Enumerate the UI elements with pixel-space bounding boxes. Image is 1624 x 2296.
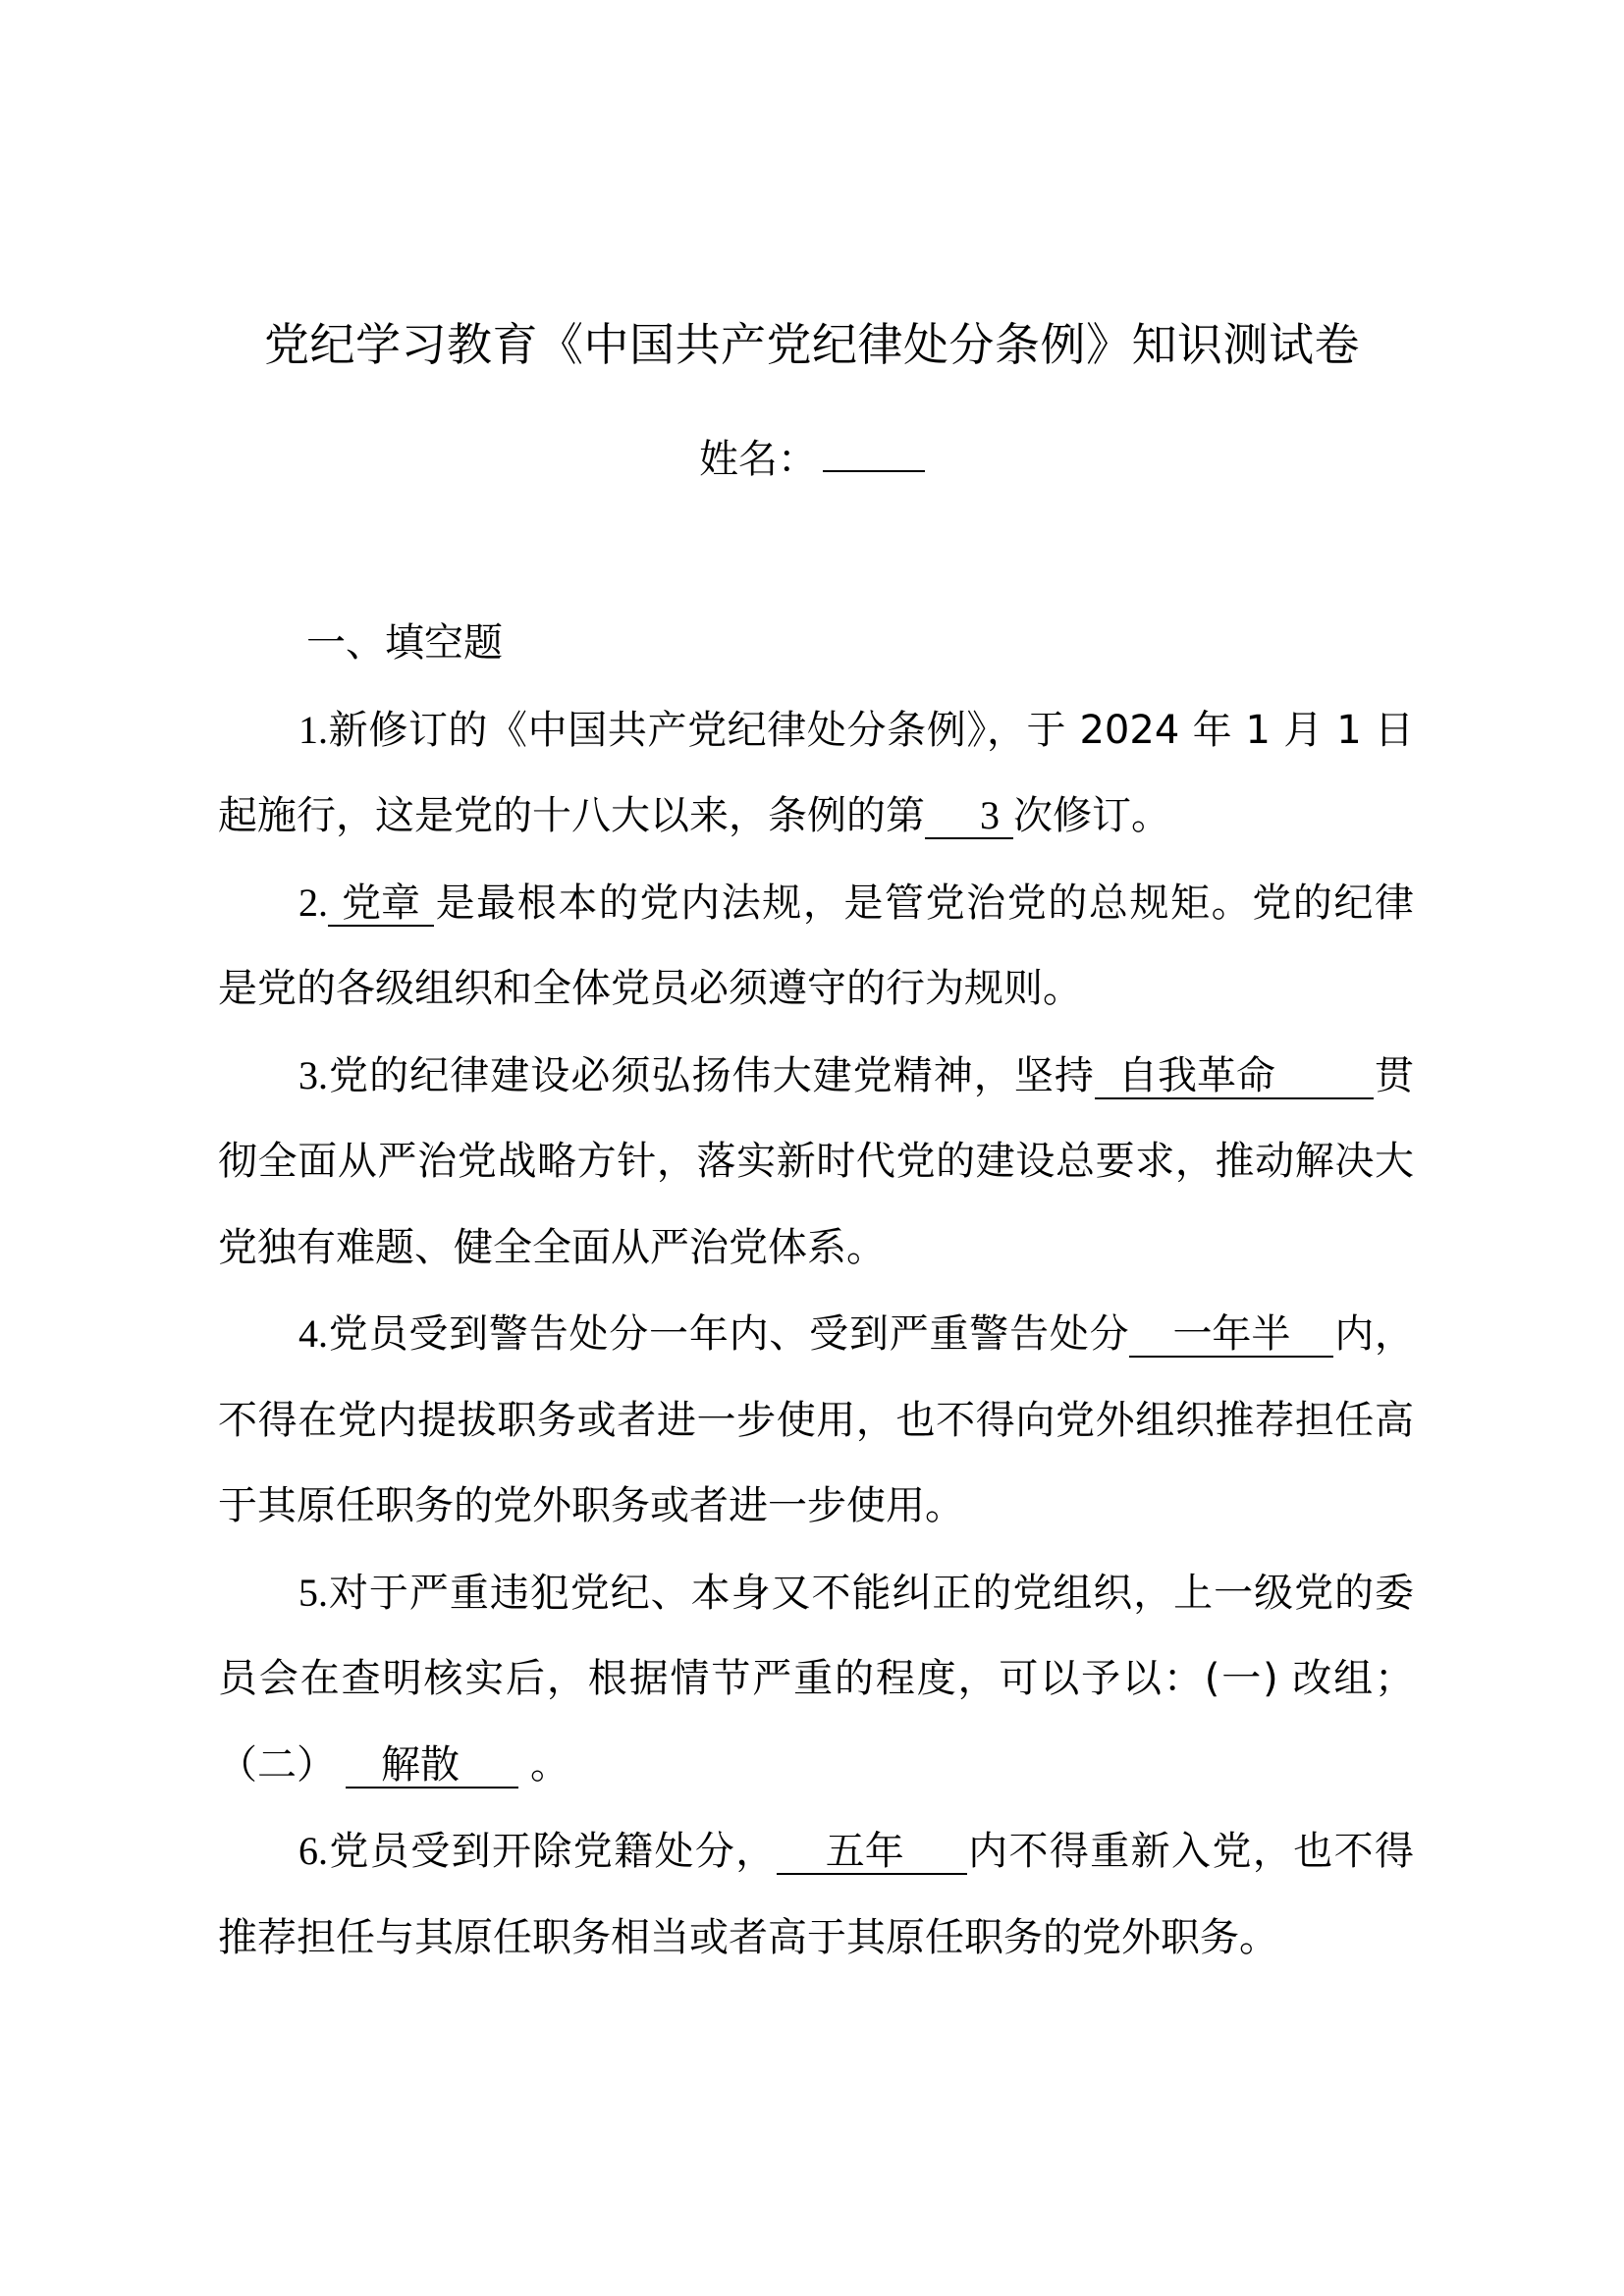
question-1 [218,687,1414,860]
section-heading: 一、填空题 [306,620,503,666]
name-field-line [0,430,1624,489]
question-text: 是最根本的党内法规，是管党治党的总规矩。党的纪律是党的各级组织和全体党员必须遵守的行为规则。 [218,880,1414,1011]
question-5 [218,1550,1414,1809]
answer-blank: 五年 [777,1830,967,1875]
question-text: 新修订的《中国共产党纪律处分条例》，于 2024 年 1 月 1 日起施行，这是党的十八大以来，条例的第 [218,707,1414,838]
question-4 [218,1291,1414,1550]
answer-blank: 自我革命 [1095,1054,1374,1099]
name-label: 姓名： [699,437,817,482]
question-text: 次修订。 [1013,793,1170,838]
question-number: 2. [298,880,328,925]
question-text: 内，不得在党内提拔职务或者进一步使用，也不得向党外组织推荐担任高于其原任职务的党外职务或者进一步使用。 [218,1311,1415,1528]
question-text: 党的纪律建设必须弘扬伟大建党精神，坚持 [328,1052,1095,1098]
question-number: 3. [298,1052,328,1097]
question-text: 党员受到开除党籍处分， [328,1829,777,1874]
question-text: 内不得重新入党，也不得推荐担任与其原任职务相当或者高于其原任职务的党外职务。 [218,1829,1415,1960]
question-number: 5. [298,1570,328,1615]
name-blank[interactable] [823,431,925,472]
answer-blank: 党章 [328,881,434,927]
question-text: 党员受到警告处分一年内、受到严重警告处分 [328,1311,1130,1357]
answer-blank: 3 [925,794,1013,839]
question-text: 。 [530,1741,569,1788]
page-title: 党纪学习教育《中国共产党纪律处分条例》知识测试卷 [264,318,1360,371]
document-body [218,601,1414,1981]
question-text: 对于严重违犯党纪、本身又不能纠正的党组织，上一级党的委员会在查明核实后，根据情节严重的程度，可以予以：(一) 改组；（二） [218,1570,1414,1788]
question-number: 6. [298,1829,328,1873]
question-6 [218,1808,1414,1981]
answer-blank: 一年半 [1129,1312,1333,1358]
question-number: 4. [298,1311,328,1356]
question-2 [218,860,1414,1033]
question-number: 1. [298,707,328,752]
question-text: 贯彻全面从严治党战略方针，落实新时代党的建设总要求，推动解决大党独有难题、健全全面从严治党体系。 [218,1052,1415,1270]
question-3 [218,1033,1414,1292]
answer-blank: 解散 [346,1743,518,1789]
